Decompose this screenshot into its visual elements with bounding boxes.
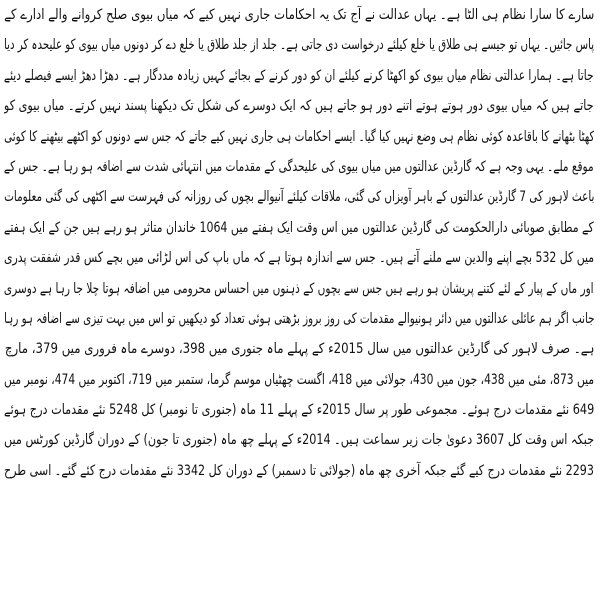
article-line-14-text: 649 نئے مقدمات درج ہوئے۔ مجموعی طور پر سال 2015ء کے پہلے 11 ماہ (جنوری تا نومبر) کل 5248 نئے مقدمات درج ہوئے bbox=[4, 402, 594, 419]
article-line-2-text: پاس جائیں۔ یہاں تو جیسے ہی طلاق یا خلع کیلئے درخواست دی جاتی ہے۔ جلد از جلد طلاق یا خلع دے کر دونوں میاں بیوی کو علیحدہ کر دیا bbox=[4, 37, 594, 54]
article-line-11-text: جانب اگر ہم عائلی عدالتوں میں دائر ہونیوالے مقدمات کی روز بروز بڑھتی ہوئی تعداد کو دیکھیں تو اس میں بہت تیزی سے اضافہ ہو رہا bbox=[4, 310, 594, 327]
article-line-1 bbox=[4, 0, 594, 30]
article-line-15 bbox=[4, 425, 594, 455]
article-line-10 bbox=[4, 274, 594, 304]
article-line-16 bbox=[4, 456, 594, 486]
article-line-4-text: جاتے ہیں کہ میاں بیوی دور ہوتے ہوتے اتنے دور ہو جاتے ہیں کہ ایک دوسرے کی شکل تک دیکھنا پسند نہیں کرتے۔ میاں بیوی کو bbox=[4, 98, 594, 115]
article-line-4 bbox=[4, 91, 594, 121]
article-line-6-text: موقع ملے۔ یہی وجہ ہے کہ گارڈین عدالتوں میں میاں بیوی کی علیحدگی کے مقدمات میں انتہائی شدت سے اضافہ ہو رہا ہے۔ جس کے bbox=[4, 158, 594, 175]
article-line-7-text: باعث لاہور کی 7 گارڈین عدالتوں کے باہر آویزاں کی گئی، ملاقات کیلئے آنیوالے بچوں کی روزانہ کی فہرست سے اکٹھی کی گئی معلومات bbox=[4, 189, 594, 206]
article-line-5 bbox=[4, 122, 594, 152]
urdu-article bbox=[4, 0, 594, 486]
article-line-7 bbox=[4, 182, 594, 212]
article-line-2 bbox=[4, 30, 594, 60]
article-line-12 bbox=[4, 334, 594, 364]
article-line-3-text: جاتا ہے۔ ہمارا عدالتی نظام میاں بیوی کو اکھٹا کرنے کیلئے ان کو دور کرنے کے بجائے کہیں زیادہ مددگار ہے۔ دھڑا دھڑ ایسے فیصلے دیئے bbox=[4, 67, 594, 84]
article-line-8 bbox=[4, 213, 594, 243]
article-line-11 bbox=[4, 304, 594, 334]
article-line-8-text: کے مطابق صوبائی دارالحکومت کی گارڈین عدالتوں میں اس وقت ایک ہفتے میں 1064 خاندان متاثر ہو رہے ہیں جن کے ایک ہفتے bbox=[4, 219, 594, 236]
article-line-5-text: کھٹا بٹھانے کا باقاعدہ کوئی نظام ہی وضع نہیں کیا گیا۔ ایسے احکامات ہی جاری نہیں کیے جاتے کہ جس سے دونوں کو اکٹھے بیٹھنے کا کوئی bbox=[4, 128, 594, 145]
article-line-12-text: ہے۔ صرف لاہور کی گارڈین عدالتوں میں سال 2015ء کے پہلے ماہ جنوری میں 398، دوسرے ماہ فروری میں 379، مارچ bbox=[4, 341, 594, 358]
article-line-13 bbox=[4, 365, 594, 395]
article-line-9 bbox=[4, 243, 594, 273]
article-line-3 bbox=[4, 61, 594, 91]
article-line-6 bbox=[4, 152, 594, 182]
article-line-1-text: سارے کا سارا نظام ہی الٹا ہے۔ یہاں عدالت نے آج تک یہ احکامات جاری نہیں کیے کہ میاں بیوی صلح کروانے والے ادارے کے bbox=[4, 7, 594, 23]
article-line-16-text: 2293 نئے مقدمات درج کیے گئے جبکہ آخری چھ ماہ (جولائی تا دسمبر) کے دوران کل 3342 نئے مقدمات درج کئے گئے۔ اسی طرح bbox=[4, 462, 594, 479]
article-line-13-text: میں 873، مئی میں 438، جون میں 430، جولائی میں 418، اگست چھٹیاں موسم گرما، ستمبر میں 719، اکتوبر میں 474، نومبر میں bbox=[4, 371, 594, 388]
article-line-9-text: میں کل 532 بچے اپنے والدین سے ملنے آتے ہیں۔ جس سے اندازہ ہوتا ہے کہ ماں باپ کی اس لڑائی میں بچے کس قدر شفقت پدری bbox=[4, 250, 594, 267]
article-line-10-text: اور ماں کے پیار کے لئے کتنے پریشان ہو رہے ہیں جس سے بچوں کے ذہنوں میں احساس محرومی میں اضافہ ہوتا چلا جا رہا ہے دوسری bbox=[4, 280, 594, 297]
article-line-15-text: جبکہ اس وقت کل 3607 دعویٰ جات زیر سماعت ہیں۔ 2014ء کے پہلے چھ ماہ (جنوری تا جون) کے دوران گارڈین کورٹس میں bbox=[4, 432, 594, 449]
article-line-14 bbox=[4, 395, 594, 425]
